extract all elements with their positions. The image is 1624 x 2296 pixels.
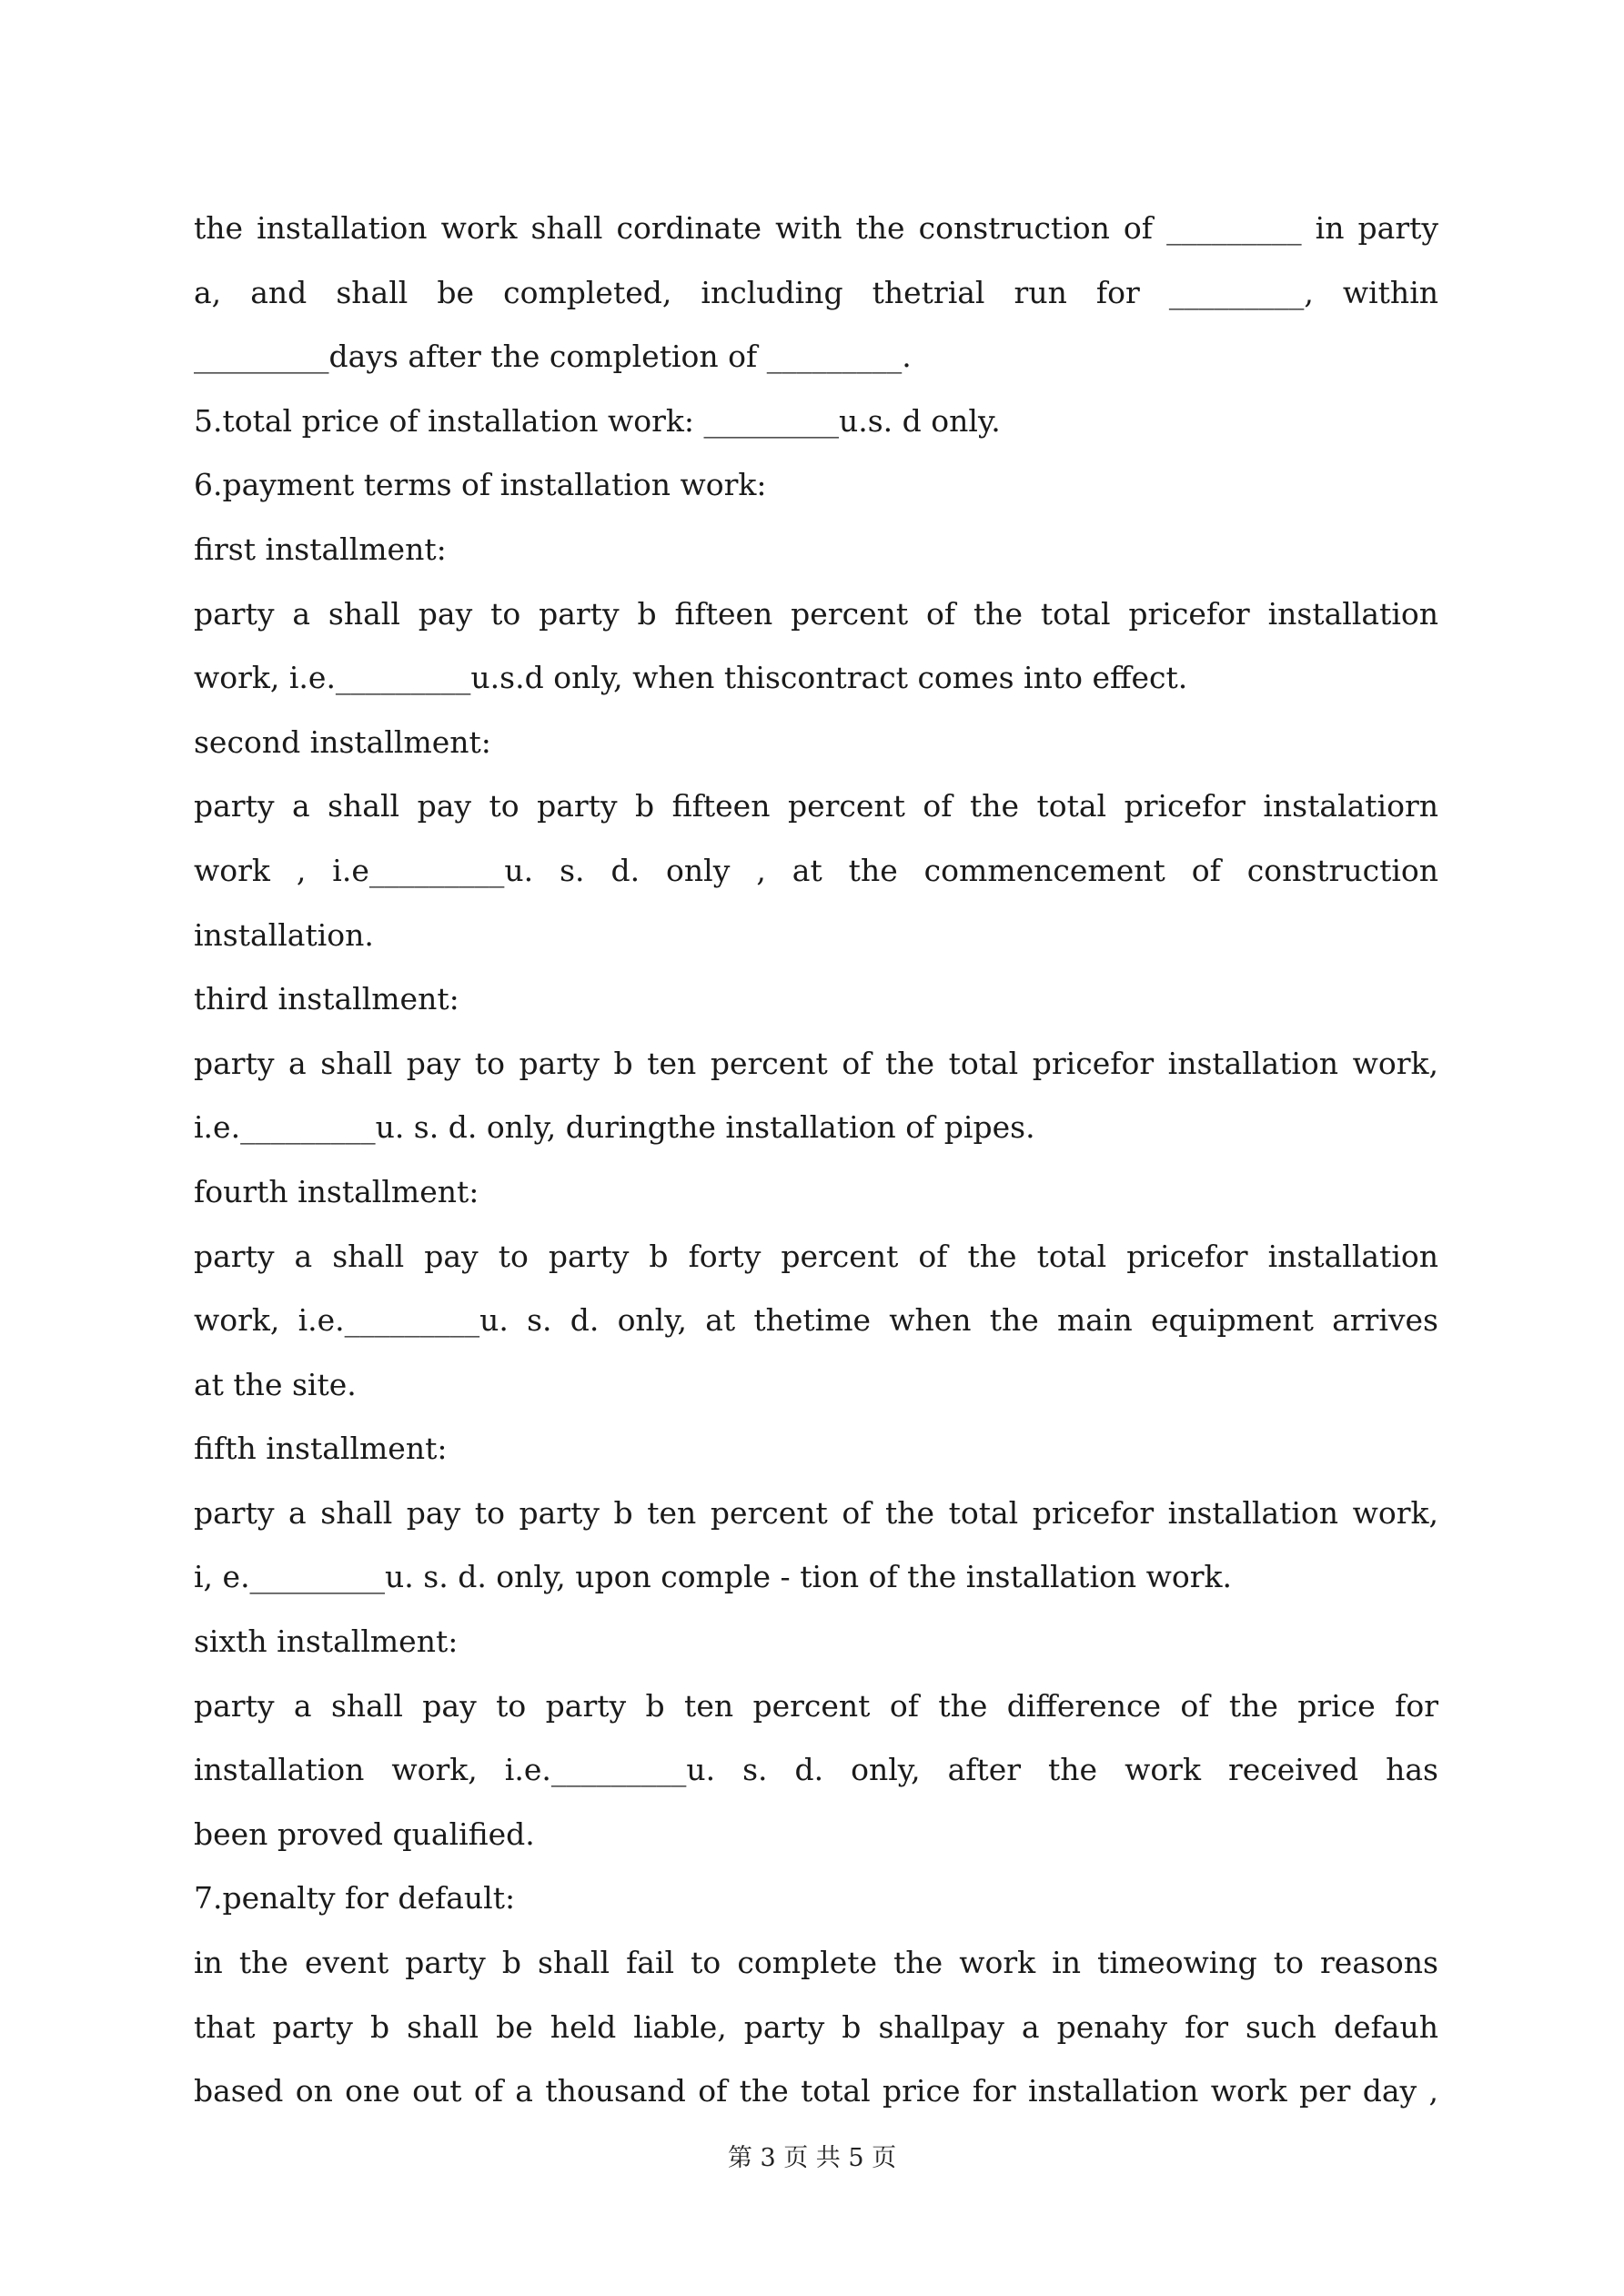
text-line: fourth installment:	[194, 1173, 479, 1209]
text-line: work, i.e._________u. s. d. only, at thetime when the main equipment arrives	[194, 1302, 1438, 1339]
text-line: _________days after the completion of _________.	[194, 339, 912, 375]
text-line: i, e._________u. s. d. only, upon comple - tion of the installation work.	[194, 1559, 1232, 1595]
text-line: at the site.	[194, 1366, 357, 1402]
text-line: been proved qualified.	[194, 1816, 535, 1852]
text-line: work, i.e._________u.s.d only, when thiscontract comes into effect.	[194, 660, 1188, 696]
text-line: first installment:	[194, 531, 447, 567]
text-line: party a shall pay to party b forty percent of the total pricefor installation	[194, 1238, 1438, 1274]
text-line: the installation work shall cordinate with the construction of _________ in party	[194, 210, 1438, 246]
text-line: party a shall pay to party b fifteen percent of the total pricefor instalatiorn	[194, 788, 1438, 824]
document-body	[194, 197, 1438, 2124]
text-line: that party b shall be held liable, party b shallpay a penahy for such defauh	[194, 2008, 1438, 2045]
text-line: third installment:	[194, 981, 459, 1017]
text-line: work , i.e_________u. s. d. only , at the commencement of construction	[194, 852, 1438, 888]
text-line: in the event party b shall fail to complete the work in timeowing to reasons	[194, 1945, 1438, 1981]
text-line: second installment:	[194, 723, 491, 760]
text-line: installation work, i.e._________u. s. d. only, after the work received has	[194, 1752, 1438, 1788]
text-line: party a shall pay to party b ten percent of the total pricefor installation work,	[194, 1494, 1438, 1531]
text-line: 7.penalty for default:	[194, 1880, 516, 1917]
text-line: party a shall pay to party b fifteen percent of the total pricefor installation	[194, 595, 1438, 632]
text-line: 6.payment terms of installation work:	[194, 467, 767, 503]
text-line: based on one out of a thousand of the total price for installation work per day ,	[194, 2073, 1438, 2109]
text-line: 5.total price of installation work: _________u.s. d only.	[194, 402, 1001, 439]
text-line: i.e._________u. s. d. only, duringthe installation of pipes.	[194, 1109, 1035, 1146]
text-line: party a shall pay to party b ten percent of the difference of the price for	[194, 1687, 1438, 1724]
text-line: fifth installment:	[194, 1431, 448, 1467]
text-line: installation.	[194, 916, 374, 953]
page-number-footer: 第 3 页 共 5 页	[727, 2144, 897, 2172]
text-line: sixth installment:	[194, 1623, 459, 1660]
text-line: a, and shall be completed, including thetrial run for _________, within	[194, 274, 1438, 310]
text-line: party a shall pay to party b ten percent of the total pricefor installation work,	[194, 1045, 1438, 1081]
